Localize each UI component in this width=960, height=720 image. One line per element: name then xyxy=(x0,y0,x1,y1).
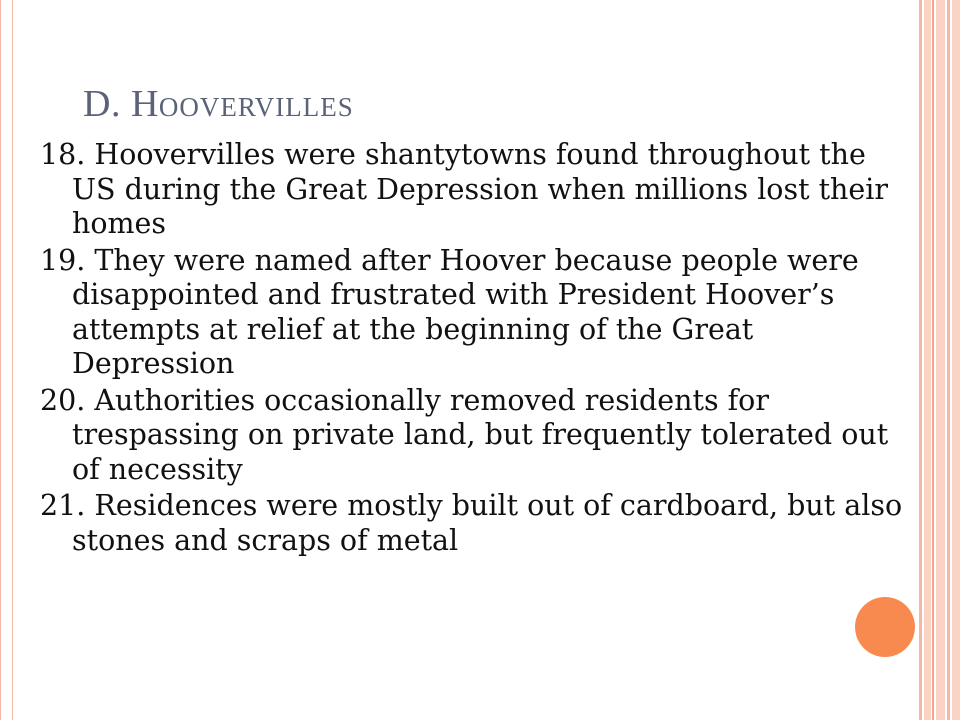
stripe xyxy=(932,0,934,720)
left-border-decoration xyxy=(0,0,13,720)
accent-circle xyxy=(855,597,915,657)
stripe xyxy=(936,0,945,720)
right-stripe-decoration xyxy=(919,0,960,720)
list-item: 20. Authorities occasionally removed residents for trespassing on private land, but frequently tolerated out of necessity xyxy=(40,383,889,486)
title-rest: OOVERVILLES xyxy=(158,92,354,122)
list-item: 19. They were named after Hoover because people were disappointed and frustrated with President Hoover’s attempts at relief at the beginning of the Great Depression xyxy=(40,243,859,380)
stripe xyxy=(919,0,922,720)
title-initial: D. H xyxy=(83,83,159,125)
slide-title xyxy=(83,82,354,126)
list-item: 18. Hoovervilles were shantytowns found throughout the US during the Great Depression when millions lost their homes xyxy=(40,138,889,240)
body-text xyxy=(40,138,910,560)
stripe xyxy=(924,0,931,720)
stripe xyxy=(947,0,950,720)
stripe xyxy=(952,0,960,720)
list-item: 21. Residences were mostly built out of cardboard, but also stones and scraps of metal xyxy=(40,489,903,557)
